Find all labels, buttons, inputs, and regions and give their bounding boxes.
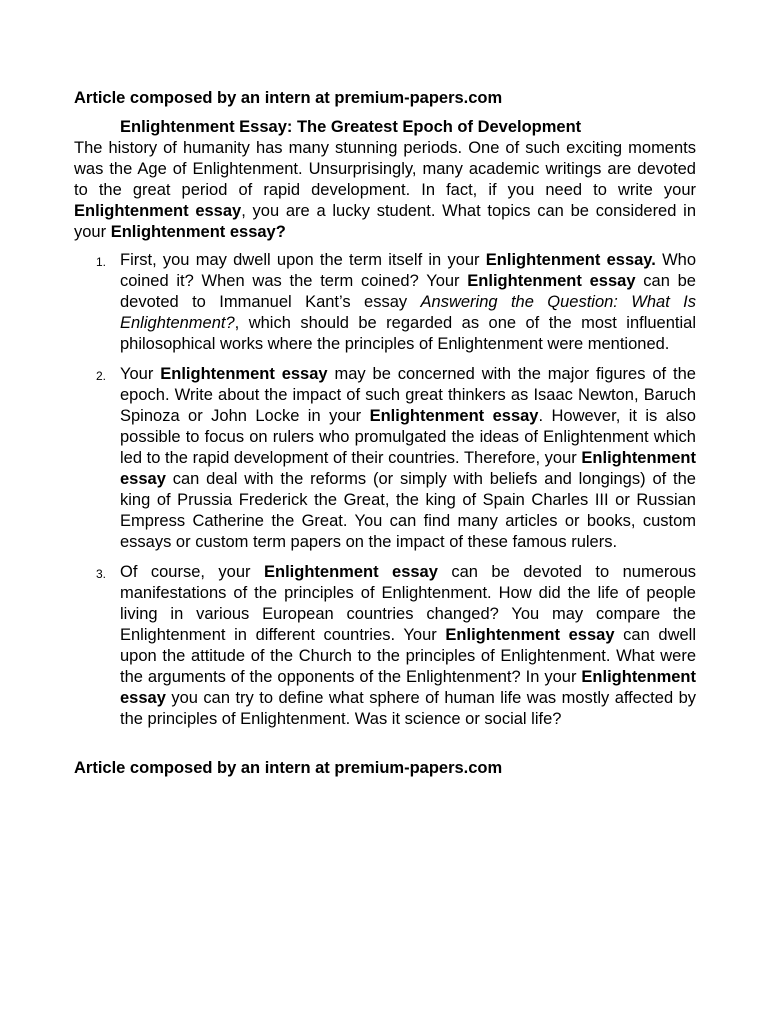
- item-text-span: can deal with the reforms (or simply with beliefs and longings) of the king of Prussia Frederick the Great, the king of Spain Charles III or Russian Empress Catherine the Great. You can find many articles or books, custom essays or custom term papers on the impact of these famous rulers.: [120, 470, 696, 551]
- item-text-span: Your: [120, 365, 161, 383]
- item-text-span: First, you may dwell upon the term itself in your: [120, 251, 486, 269]
- list-number: 2.: [96, 369, 107, 383]
- intro-paragraph: [74, 138, 696, 243]
- item-bold-span: Enlightenment essay: [445, 626, 615, 644]
- item-text-span: Of course, your: [120, 563, 264, 581]
- essay-title: Enlightenment Essay: The Greatest Epoch of Development: [120, 118, 582, 136]
- intro-text-2: , you are a lucky student. What topics can be considered in your: [74, 202, 696, 241]
- item-bold-span: Enlightenment essay: [160, 365, 328, 383]
- item-text-span: can be devoted to numerous manifestations of the principles of Enlightenment. How did the life of people living in various European countries changed? You may compare the Enlightenment in different countries. Your: [120, 563, 696, 644]
- list-item-text: [120, 562, 696, 730]
- item-text-span: Who coined it? When was the term coined? Your: [120, 251, 696, 290]
- item-text-span: . However, it is also possible to focus on rulers who promulgated the ideas of Enlightenment which led to the rapid development of their countries. Therefore, your: [120, 407, 696, 467]
- byline-bottom: Article composed by an intern at premium-papers.com: [74, 759, 503, 777]
- item-italic-span: Answering the Question: What Is Enlightenment?: [120, 293, 696, 332]
- topics-list: [74, 250, 696, 730]
- item-text-span: can dwell upon the attitude of the Church to the principles of Enlightenment. What were the arguments of the opponents of the Enlightenment? In your: [120, 626, 696, 686]
- list-item: [74, 364, 696, 553]
- list-number: 3.: [96, 567, 107, 581]
- item-text-span: may be concerned with the major figures of the epoch. Write about the impact of such great thinkers as Isaac Newton, Baruch Spinoza or John Locke in your: [120, 365, 696, 425]
- item-bold-span: Enlightenment essay: [263, 563, 438, 581]
- intro-text-1: The history of humanity has many stunning periods. One of such exciting moments was the Age of Enlightenment. Unsurprisingly, many academic writings are devoted to the great period of rapid development. In fact, if you need to write your: [74, 139, 696, 199]
- list-number: 1.: [96, 255, 107, 269]
- item-text-span: you can try to define what sphere of human life was mostly affected by the principles of Enlightenment. Was it science or social life?: [120, 689, 696, 728]
- intro-bold-2: Enlightenment essay?: [110, 223, 286, 241]
- document-page: [74, 86, 696, 780]
- list-item: [74, 562, 696, 730]
- list-item-text: [120, 250, 696, 355]
- item-bold-span: Enlightenment essay: [120, 668, 696, 707]
- item-text-span: , which should be regarded as one of the most influential philosophical works where the principles of Enlightenment were mentioned.: [120, 314, 696, 353]
- item-bold-span: Enlightenment essay: [120, 449, 696, 488]
- intro-bold-1: Enlightenment essay: [74, 202, 242, 220]
- item-bold-span: Enlightenment essay: [369, 407, 539, 425]
- item-bold-span: Enlightenment essay.: [485, 251, 656, 269]
- byline-top: Article composed by an intern at premium-papers.com: [74, 89, 503, 107]
- item-text-span: can be devoted to Immanuel Kant’s essay: [120, 272, 696, 311]
- list-item-text: [120, 364, 696, 553]
- item-bold-span: Enlightenment essay: [467, 272, 636, 290]
- list-item: [74, 250, 696, 355]
